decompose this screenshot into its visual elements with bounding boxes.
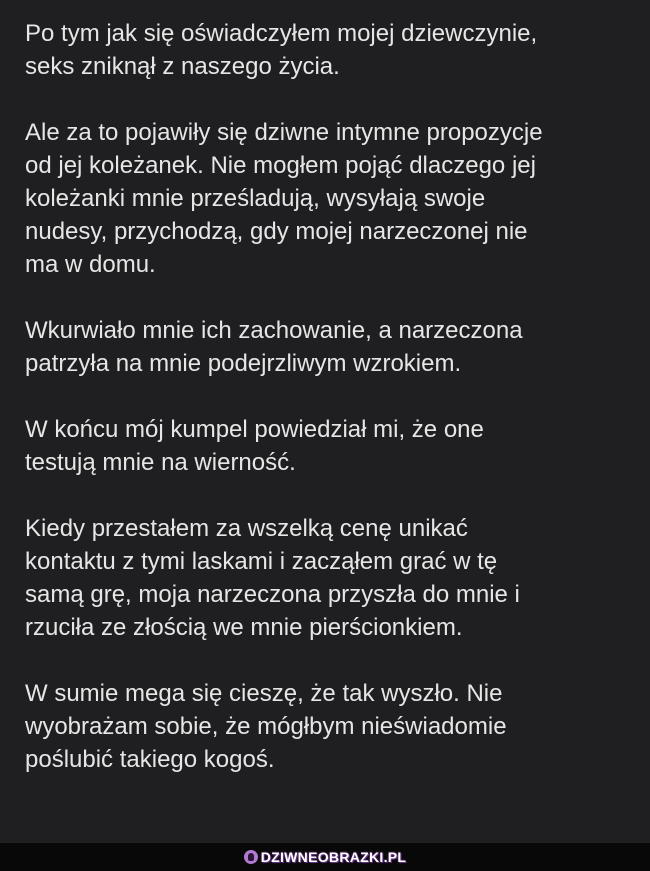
paragraph-5: Kiedy przestałem za wszelką cenę unikać kontaktu z tymi laskami i zacząłem grać w tę samą grę, moja narzeczona przyszła do mnie i rzuciła ze złością we mnie pierścionkiem. <box>25 515 520 641</box>
paragraph-1: Po tym jak się oświadczyłem mojej dziewczynie, seks zniknął z naszego życia. <box>25 20 538 80</box>
post-text <box>25 17 625 776</box>
paragraph-2: Ale za to pojawiły się dziwne intymne propozycje od jej koleżanek. Nie mogłem pojąć dlaczego jej koleżanki mnie prześladują, wysyłają swoje nudesy, przychodzą, gdy mojej narzeczonej nie ma w domu. <box>25 119 543 278</box>
watermark-text: DZIWNEOBRAZKI.PL <box>260 849 407 865</box>
paragraph-6: W sumie mega się cieszę, że tak wyszło. Nie wyobrażam sobie, że mógłbym nieświadomie poślubić takiego kogoś. <box>25 680 507 773</box>
watermark-bar <box>0 843 650 871</box>
brand-logo-icon <box>244 850 258 864</box>
paragraph-4: W końcu mój kumpel powiedział mi, że one testują mnie na wierność. <box>25 416 484 476</box>
watermark-brand <box>244 849 407 865</box>
paragraph-3: Wkurwiało mnie ich zachowanie, a narzeczona patrzyła na mnie podejrzliwym wzrokiem. <box>25 317 523 377</box>
